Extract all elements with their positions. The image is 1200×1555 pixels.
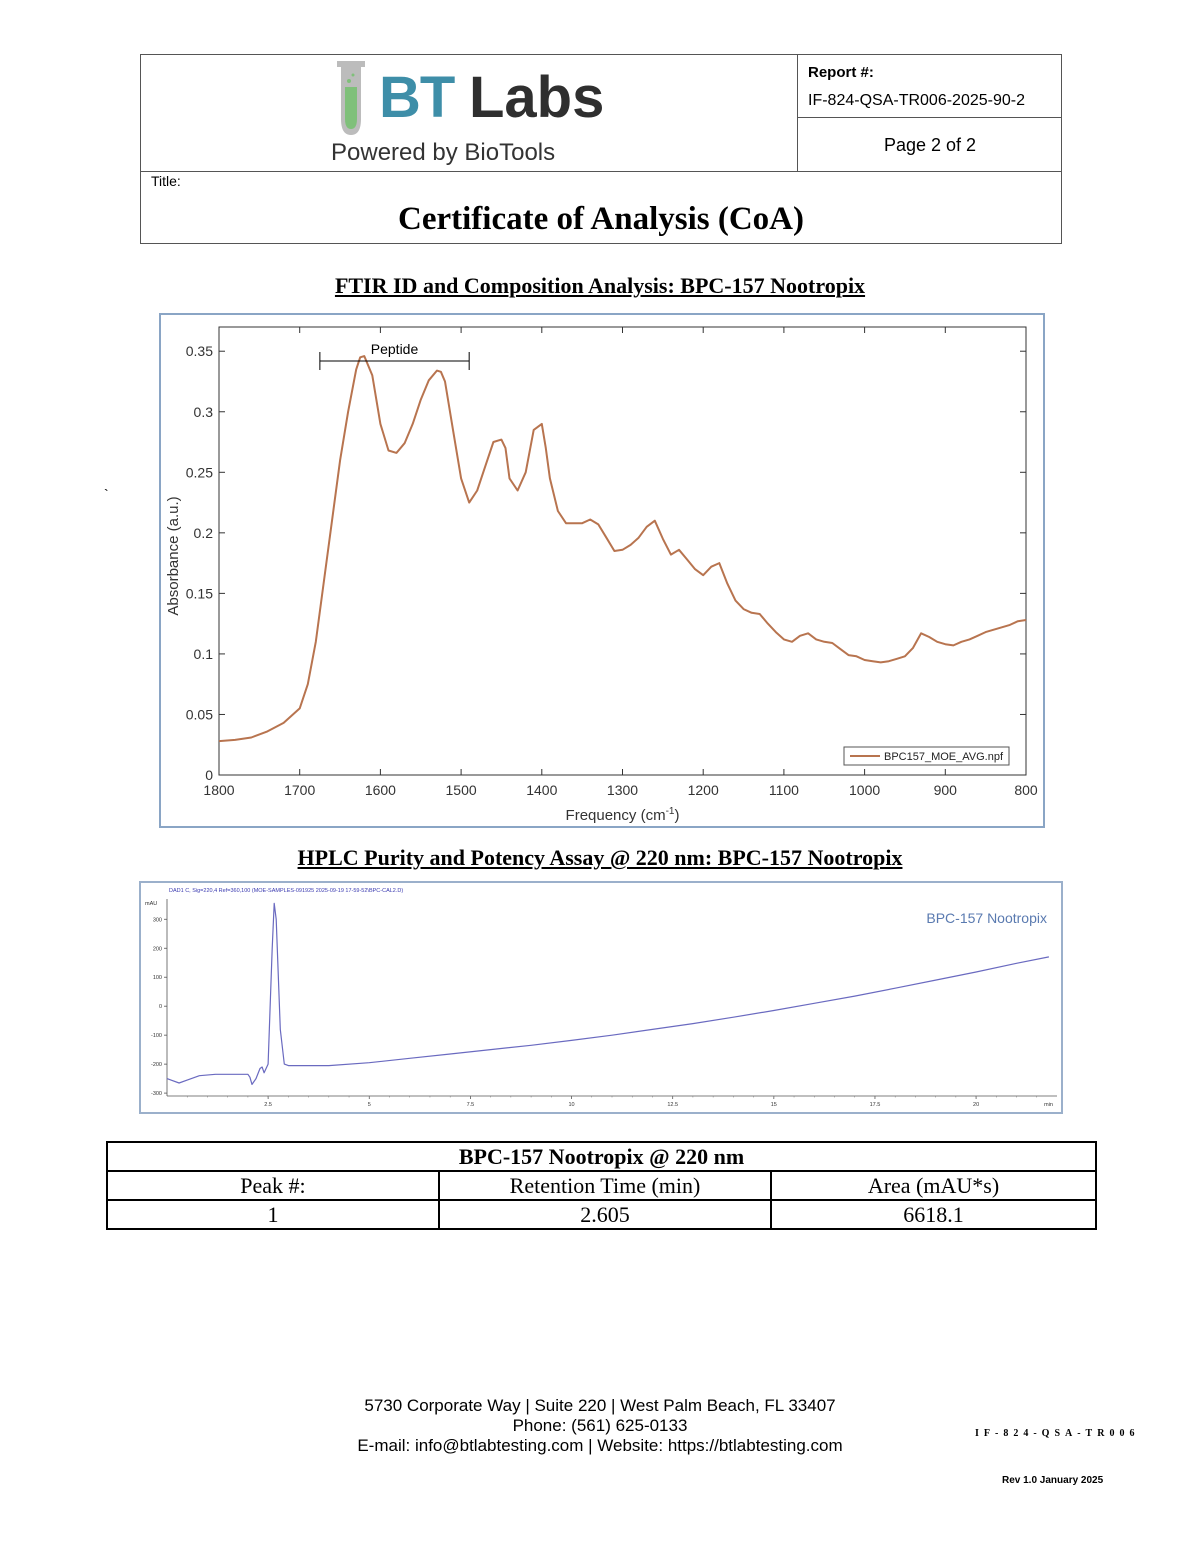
hplc-y-tick-label: -300 [150, 1091, 162, 1098]
logo-brand-bt: BT [379, 65, 455, 130]
hplc-y-tick-label: 300 [152, 917, 162, 924]
logo-brand-labs: Labs [469, 65, 605, 130]
ftir-chart [159, 313, 1045, 828]
title-label: Title: [151, 173, 181, 189]
peptide-annotation: Peptide [370, 341, 419, 357]
document-title: Certificate of Analysis (CoA) [398, 201, 804, 237]
cell-retention: 2.605 [439, 1200, 771, 1229]
column-header-retention: Retention Time (min) [439, 1171, 771, 1200]
ftir-y-tick-label: 0 [205, 767, 213, 783]
ftir-x-tick-label: 1300 [606, 782, 639, 798]
report-number: IF-824-QSA-TR006-2025-90-2 [808, 92, 1025, 109]
hplc-chart-svg [141, 883, 1061, 1112]
hplc-chart [139, 881, 1063, 1114]
hplc-y-tick-label: -100 [150, 1033, 162, 1040]
ftir-y-tick-label: 0.05 [185, 706, 213, 723]
ftir-x-tick-label: 800 [1014, 782, 1038, 798]
footer-doc-code: IF-824-QSA-TR006 [975, 1428, 1140, 1439]
results-table [106, 1141, 1097, 1230]
hplc-x-tick-label: 17.5 [869, 1102, 881, 1108]
hplc-x-tick-label: 10 [568, 1102, 575, 1108]
hplc-x-tick-label: 15 [770, 1102, 777, 1108]
ftir-plot-area [219, 327, 1026, 775]
logo-cell [141, 55, 797, 171]
stray-mark: ` [104, 486, 109, 502]
footer-revision: Rev 1.0 January 2025 [1002, 1475, 1104, 1486]
ftir-x-tick-label: 1400 [526, 782, 558, 798]
hplc-y-tick-label: 200 [152, 946, 162, 953]
page-number: Page 2 of 2 [883, 135, 977, 155]
ftir-y-tick-label: 0.1 [193, 645, 213, 662]
hplc-header-text: DAD1 C, Sig=220,4 Ref=360,100 (MOE-SAMPLES-091925 2025-09-19 17-59-52\BPC-CAL2.D) [169, 888, 404, 894]
ftir-y-tick-label: 0.35 [185, 343, 213, 360]
ftir-heading: FTIR ID and Composition Analysis: BPC-157 Nootropix [334, 273, 866, 298]
table-row [107, 1200, 1096, 1229]
ftir-x-tick-label: 1200 [687, 782, 719, 798]
ftir-x-tick-label: 900 [933, 782, 957, 798]
ftir-y-tick-label: 0.25 [185, 464, 213, 481]
hplc-x-tick-label: 12.5 [667, 1102, 679, 1108]
cell-peak: 1 [107, 1200, 439, 1229]
hplc-y-unit: mAU [145, 901, 158, 907]
report-label: Report #: [808, 64, 874, 81]
report-info-cell [797, 55, 1061, 171]
ftir-x-tick-label: 1700 [284, 782, 316, 798]
hplc-y-tick-label: -200 [150, 1062, 162, 1069]
ftir-y-tick-label: 0.15 [185, 585, 213, 602]
hplc-x-tick-label: 5 [367, 1102, 371, 1108]
ftir-legend-label: BPC157_MOE_AVG.npf [884, 751, 1004, 763]
hplc-heading: HPLC Purity and Potency Assay @ 220 nm: BPC-157 Nootropix [297, 845, 903, 870]
ftir-x-tick-label: 1500 [445, 782, 477, 798]
table-header-row [107, 1171, 1096, 1200]
ftir-x-tick-label: 1600 [364, 782, 396, 798]
footer-contact: E-mail: info@btlabtesting.com | Website: https://btlabtesting.com [357, 1436, 843, 1455]
cell-area: 6618.1 [771, 1200, 1096, 1229]
ftir-series-line [219, 356, 1026, 741]
ftir-y-tick-label: 0.3 [193, 403, 213, 420]
ftir-y-tick-label: 0.2 [193, 524, 213, 541]
column-header-area: Area (mAU*s) [771, 1171, 1096, 1200]
ftir-x-tick-label: 1000 [849, 782, 881, 798]
hplc-x-tick-label: 20 [973, 1102, 980, 1108]
table-title-row [107, 1142, 1096, 1171]
hplc-x-tick-label: 2.5 [264, 1102, 272, 1108]
ftir-chart-svg [161, 315, 1043, 826]
hplc-x-tick-label: 7.5 [466, 1102, 475, 1108]
hplc-x-unit: min [1044, 1102, 1053, 1108]
ftir-x-tick-label: 1800 [203, 782, 235, 798]
table-title: BPC-157 Nootropix @ 220 nm [107, 1142, 1096, 1171]
report-header [140, 54, 1062, 244]
report-number-box [798, 55, 1062, 118]
hplc-legend-label: BPC-157 Nootropix [926, 910, 1047, 926]
test-tube-icon [331, 57, 371, 137]
footer-address: 5730 Corporate Way | Suite 220 | West Palm Beach, FL 33407 [364, 1396, 836, 1415]
hplc-y-tick-label: 0 [158, 1004, 162, 1011]
ftir-x-axis-label: Frequency $(cm^{-1})$ [565, 806, 680, 824]
ftir-x-tick-label: 1100 [768, 782, 799, 798]
hplc-y-tick-label: 100 [152, 975, 162, 982]
hplc-series-line [167, 903, 1049, 1084]
logo-tagline: Powered by BioTools [331, 139, 556, 166]
ftir-y-axis-label: Absorbance (a.u.) [165, 496, 182, 616]
footer-phone: Phone: (561) 625-0133 [512, 1416, 688, 1435]
column-header-peak: Peak #: [107, 1171, 439, 1200]
